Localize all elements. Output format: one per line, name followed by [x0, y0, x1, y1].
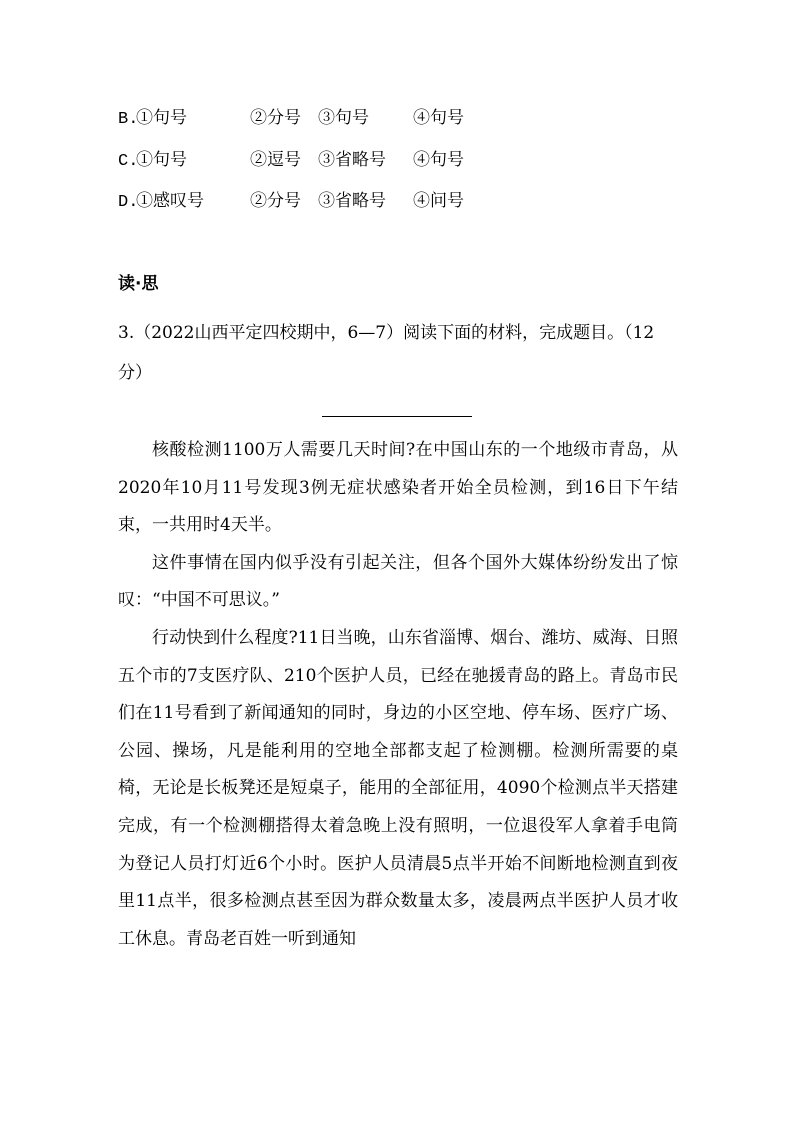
passage-paragraph-1: 核酸检测1100万人需要几天时间?在中国山东的一个地级市青岛，从2020年10月11号发现3例无症状感染者开始全员检测，到16日下午结束，一共用时4天半。 — [118, 440, 678, 536]
option-item: ①感叹号 — [136, 191, 204, 211]
option-item: ①句号 — [136, 149, 187, 170]
reading-passage — [118, 432, 678, 958]
option-b — [118, 103, 464, 145]
option-item: ②分号 — [250, 108, 301, 128]
title-blank-line — [322, 416, 472, 417]
answer-options — [118, 103, 464, 228]
option-item: ④句号 — [413, 149, 464, 170]
question-prompt: 3.（2022山西平定四校期中，6—7）阅读下面的材料，完成题目。（12分） — [118, 323, 655, 383]
option-item: ②逗号 — [250, 149, 301, 170]
option-item: ①句号 — [136, 108, 187, 128]
option-item: ④句号 — [413, 108, 464, 128]
option-item: ③句号 — [318, 108, 369, 128]
option-d — [118, 186, 464, 228]
option-item: ③省略号 — [318, 191, 386, 211]
passage-paragraph-2: 这件事情在国内似乎没有引起关注，但各个国外大媒体纷纷发出了惊叹：“中国不可思议。” — [118, 552, 678, 611]
option-letter: C. — [118, 151, 139, 171]
option-item: ④问号 — [413, 191, 464, 211]
option-item: ②分号 — [250, 191, 301, 211]
option-c — [118, 145, 464, 187]
option-letter: D. — [118, 193, 139, 212]
section-title: 读·思 — [118, 274, 159, 294]
option-letter: B. — [118, 110, 139, 129]
option-item: ③省略号 — [318, 149, 386, 170]
passage-paragraph-3: 行动快到什么程度?11日当晚，山东省淄博、烟台、潍坊、威海、日照五个市的7支医疗队、210个医护人员，已经在驰援青岛的路上。青岛市民们在11号看到了新闻通知的同时，身边的小区空地、停车场、医疗广场、公园、操场，凡是能利用的空地全部都支起了检测棚。检测所需要的桌椅，无论是长板凳还是短桌子，能用的全部征用，4090个检测点半天搭建完成，有一个检测棚搭得太着急晚上没有照明，一位退役军人拿着手电筒为登记人员打灯近6个小时。医护人员清晨5点半开始不间断地检测直到夜里11点半，很多检测点甚至因为群众数量太多，凌晨两点半医护人员才收工休息。青岛老百姓一听到通知 — [118, 627, 678, 949]
